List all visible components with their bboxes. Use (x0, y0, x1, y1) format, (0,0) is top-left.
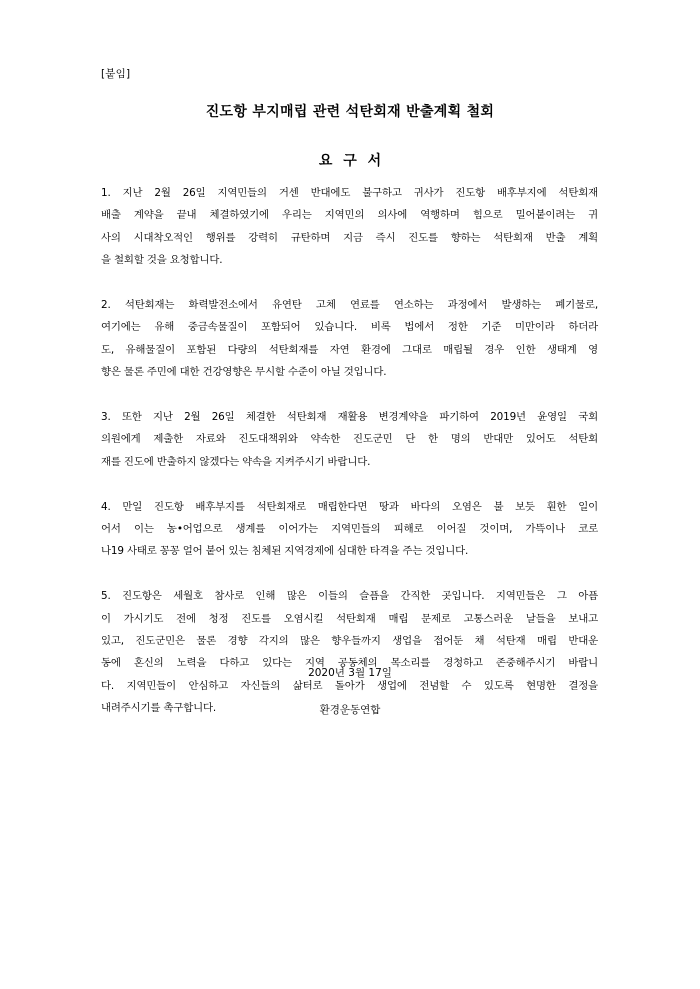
paragraph-line: 이 가시기도 전에 청정 진도를 오염시킬 석탄회재 매립 문제로 고통스러운 날들을 보내고 (101, 612, 598, 625)
paragraph-line: 있고, 진도군민은 물론 경향 각지의 많은 향우들까지 생업을 접어둔 채 석탄재 매립 반대운 (101, 635, 598, 648)
document-title: 진도항 부지매립 관련 석탄회재 반출계획 철회 (205, 104, 495, 120)
paragraph-line: 도, 유해물질이 포함된 다량의 석탄회재를 자연 환경에 그대로 매립될 경우 인한 생태계 영 (101, 343, 598, 356)
paragraph-line: 을 철회할 것을 요청합니다. (101, 254, 223, 267)
paragraph-3 (101, 406, 598, 473)
paragraph-line: 의원에게 제출한 자료와 진도대책위와 약속한 진도군민 단 한 명의 반대만 있어도 석탄회 (101, 433, 598, 446)
paragraph-line: 다. 지역민들이 안심하고 자신들의 삶터로 돌아가 생업에 전념할 수 있도록 현명한 결정을 (101, 679, 598, 692)
organization-name: 환경운동연합 (319, 704, 381, 716)
paragraph-line: 향은 물론 주민에 대한 건강영향은 무시할 수준이 아닐 것입니다. (101, 366, 387, 379)
attachment-label: [붙임] (101, 68, 131, 80)
document-date: 2020년 3월 17일 (308, 667, 392, 679)
document-body (101, 182, 598, 742)
paragraph-line: 여기에는 유해 중금속물질이 포함되어 있습니다. 비록 법에서 정한 기준 미만이라 하더라 (101, 321, 598, 334)
paragraph-line: 사의 시대착오적인 행위를 강력히 규탄하며 지금 즉시 진도를 향하는 석탄회재 반출 계획 (101, 231, 598, 244)
paragraph-line: 동에 혼신의 노력을 다하고 있다는 지역 공동체의 목소리를 경청하고 존중해주시기 바랍니 (101, 657, 598, 670)
paragraph-line: 나19 사태로 꽁꽁 얼어 붙어 있는 침체된 지역경제에 심대한 타격을 주는 것입니다. (101, 545, 469, 558)
paragraph-line: 2. 석탄회재는 화력발전소에서 유연탄 고체 연료를 연소하는 과정에서 발생하는 폐기물로, (101, 299, 598, 312)
paragraph-line: 4. 만일 진도항 배후부지를 석탄회재로 매립한다면 땅과 바다의 오염은 불 보듯 훤한 일이 (101, 500, 598, 513)
paragraph-line: 배출 계약을 끝내 체결하였기에 우리는 지역민의 의사에 역행하며 힘으로 밀어붙이려는 귀 (101, 209, 598, 222)
paragraph-line: 어서 이는 농•어업으로 생계를 이어가는 지역민들의 피해로 이어질 것이며, 가뜩이나 코로 (101, 523, 598, 536)
paragraph-line: 재를 진도에 반출하지 않겠다는 약속을 지켜주시기 바랍니다. (101, 455, 371, 468)
paragraph-line: 내려주시기를 촉구합니다. (101, 702, 217, 715)
document-subtitle: 요 구 서 (318, 153, 382, 169)
paragraph-line: 5. 진도항은 세월호 참사로 인해 많은 이들의 슬픔을 간직한 곳입니다. 지역민들은 그 아픔 (101, 590, 598, 603)
paragraph-line: 1. 지난 2월 26일 지역민들의 거센 반대에도 불구하고 귀사가 진도항 배후부지에 석탄회재 (101, 187, 598, 199)
paragraph-1 (101, 182, 598, 272)
paragraph-5 (101, 585, 598, 719)
paragraph-4 (101, 496, 598, 563)
paragraph-line: 3. 또한 지난 2월 26일 체결한 석탄회재 재활용 변경계약을 파기하여 2019년 윤영일 국회 (101, 411, 598, 424)
paragraph-2 (101, 294, 598, 384)
